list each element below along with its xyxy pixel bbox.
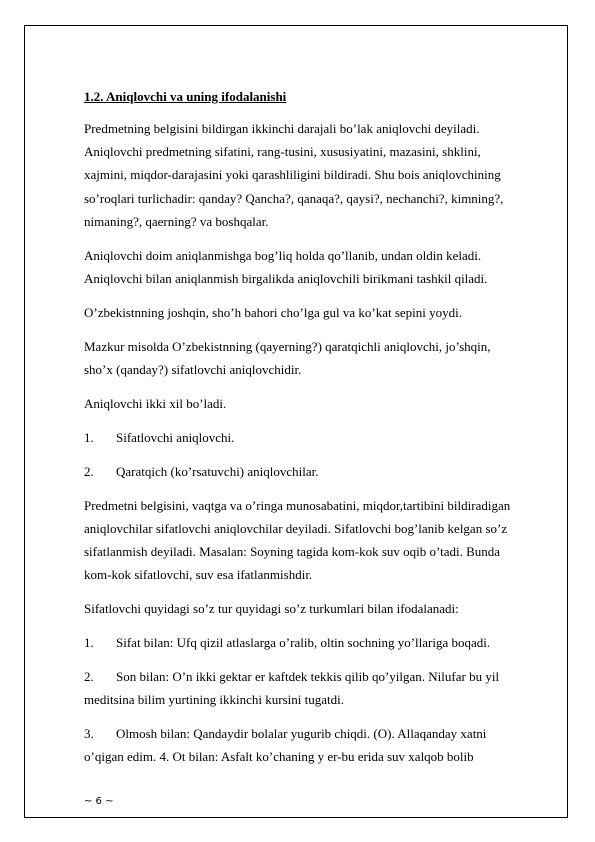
paragraph-line: nimaning?, qaerning? va boshqalar. [84, 214, 269, 229]
list-number: 2. [84, 464, 94, 479]
paragraph-line: Aniqlovchi doim aniqlanmishga bog’liq holda qo’llanib, undan oldin keladi. [84, 248, 482, 263]
list-item [84, 429, 234, 447]
paragraph-line: Sifatlovchi quyidagi so’z tur quyidagi so’z turkumlari bilan ifodalanadi: [84, 601, 459, 616]
section-heading: 1.2. Aniqlovchi va uning ifodalanishi [84, 89, 287, 104]
page-number: ~ 6 ~ [84, 796, 114, 807]
list-item-text: Son bilan: O’n ikki gektar er kaftdek tekkis qilib qo’yilgan. Nilufar bu yil [116, 669, 500, 684]
paragraph-line: so’roqlari turlichadir: qanday? Qancha?, qanaqa?, qaysi?, nechanchi?, kimning?, [84, 191, 504, 206]
paragraph-line: Predmetning belgisini bildirgan ikkinchi darajali bo’lak aniqlovchi deyiladi. [84, 121, 480, 136]
paragraph-line: O’zbekistnning joshqin, sho’h bahori cho’lga gul va ko’kat sepini yoydi. [84, 305, 463, 320]
list-item-continuation: o’qigan edim. 4. Ot bilan: Asfalt ko’chaning y er-bu erida suv xalqob bolib [84, 749, 474, 764]
list-item-text: Sifatlovchi aniqlovchi. [116, 430, 235, 445]
paragraph-line: sho’x (qanday?) sifatlovchi aniqlovchidir. [84, 362, 302, 377]
paragraph-line: Aniqlovchi predmetning sifatini, rang-tusini, xususiyatini, mazasini, shklini, [84, 144, 481, 159]
list-item [84, 668, 499, 686]
list-number: 3. [84, 726, 94, 741]
paragraph-line: kom-kok sifatlovchi, suv esa ifatlanmishdir. [84, 567, 313, 582]
list-number: 2. [84, 669, 94, 684]
list-item-text: Olmosh bilan: Qandaydir bolalar yugurib chiqdi. (O). Allaqanday xatni [116, 726, 487, 741]
paragraph-line: aniqlovchilar sifatlovchi aniqlovchilar deyiladi. Sifatlovchi bog’lanib kelgan so’z [84, 521, 508, 536]
list-number: 1. [84, 635, 94, 650]
list-item-continuation: meditsina bilim yurtining ikkinchi kursini tugatdi. [84, 692, 344, 707]
list-item [84, 634, 490, 652]
paragraph-line: Predmetni belgisini, vaqtga va o’ringa munosabatini, miqdor,tartibini bildiradigan [84, 498, 511, 513]
paragraph-line: Mazkur misolda O’zbekistnning (qayerning?) qaratqichli aniqlovchi, jo’shqin, [84, 339, 491, 354]
list-item [84, 463, 319, 481]
paragraph-line: Aniqlovchi bilan aniqlanmish birgalikda aniqlovchili birikmani tashkil qiladi. [84, 271, 488, 286]
list-item [84, 725, 486, 743]
list-number: 1. [84, 430, 94, 445]
paragraph-line: xajmini, miqdor-darajasini yoki qarashliligini bildiradi. Shu bois aniqlovchining [84, 167, 501, 182]
paragraph-line: Aniqlovchi ikki xil bo’ladi. [84, 396, 227, 411]
list-item-text: Sifat bilan: Ufq qizil atlaslarga o’ralib, oltin sochning yo’llariga boqadi. [116, 635, 491, 650]
list-item-text: Qaratqich (ko’rsatuvchi) aniqlovchilar. [116, 464, 319, 479]
paragraph-line: sifatlanmish deyiladi. Masalan: Soyning tagida kom-kok suv oqib o’tadi. Bunda [84, 544, 501, 559]
